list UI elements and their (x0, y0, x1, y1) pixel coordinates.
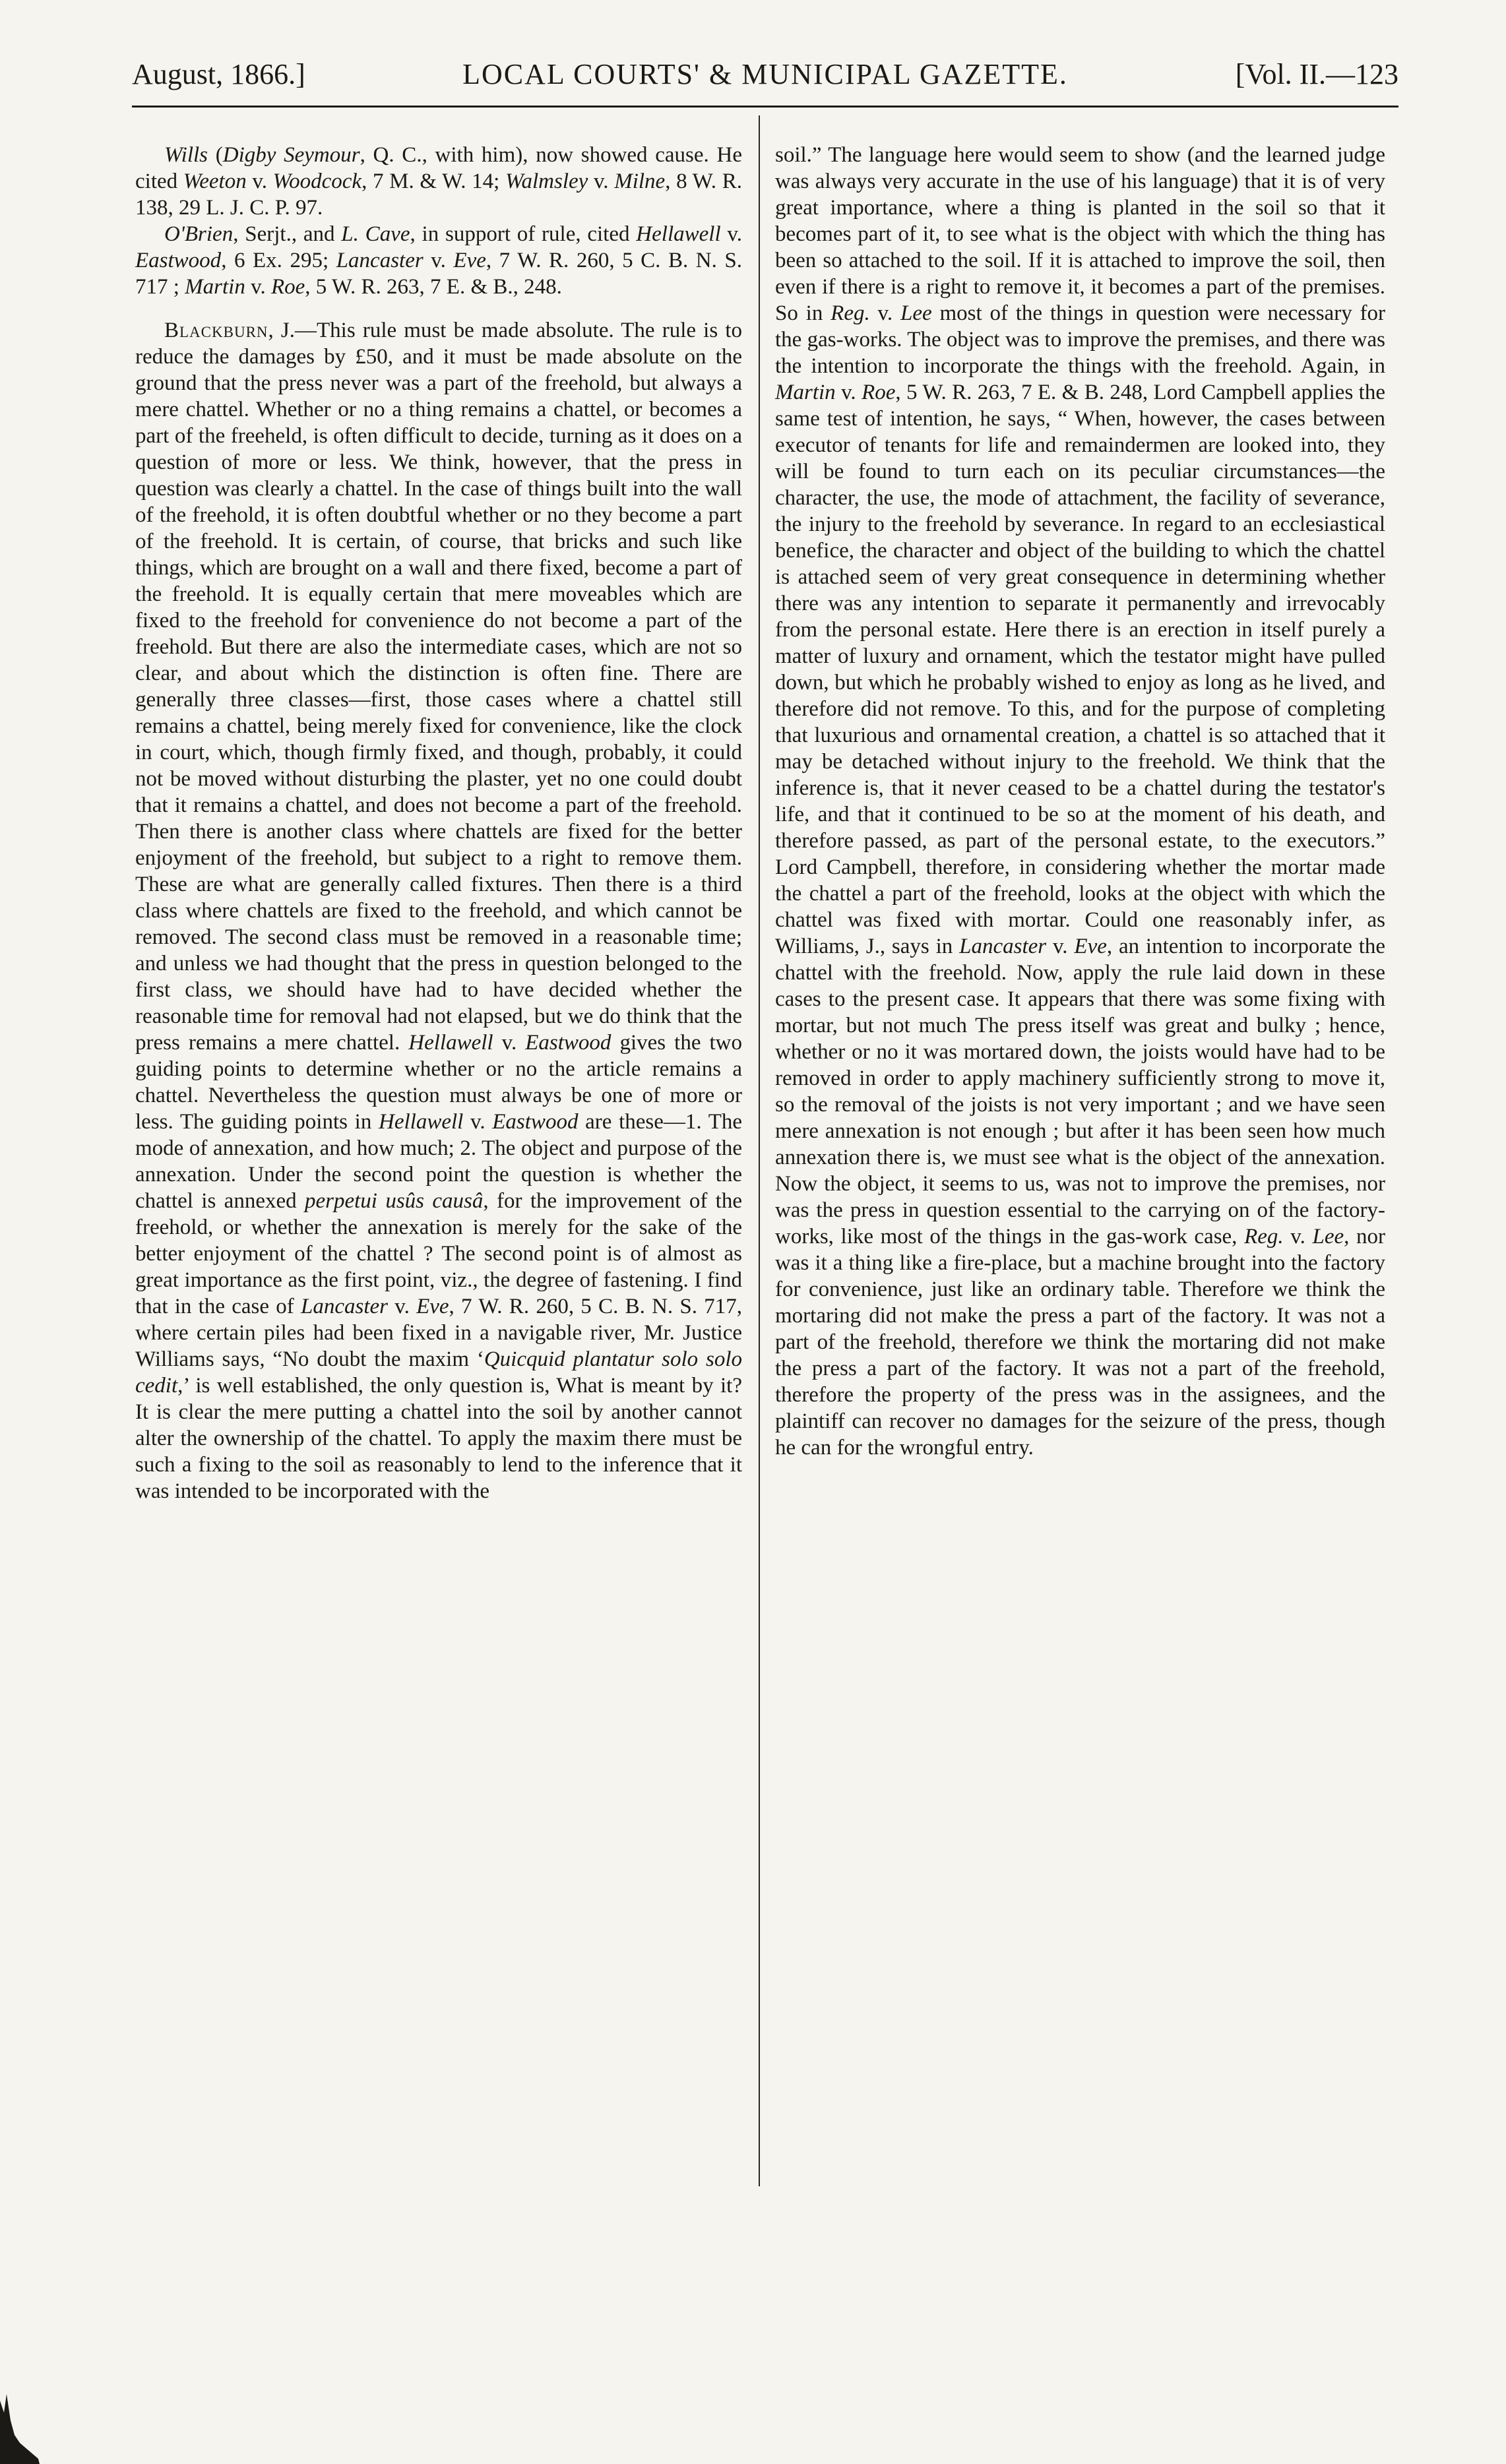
case-party: Roe (862, 381, 896, 404)
text-run: , 6 Ex. 295; (221, 249, 336, 272)
case-party: Roe (270, 275, 305, 299)
header-date: August, 1866.] (132, 58, 305, 90)
case-party: Lee (1312, 1225, 1344, 1248)
counsel-name: Digby Seymour (222, 143, 360, 167)
case-party: Lancaster (959, 935, 1047, 958)
page-header (132, 54, 1398, 95)
case-party: Eastwood (492, 1110, 579, 1134)
case-party: Reg. (1244, 1225, 1284, 1248)
right-column (775, 142, 1385, 1461)
case-party: Eve (453, 249, 486, 272)
text-run: v. (720, 222, 742, 246)
text-run: , Serjt., and (233, 222, 342, 246)
case-party: Lancaster (336, 249, 424, 272)
left-column (135, 142, 742, 1504)
text-run: , 7 M. & W. 14; (361, 169, 506, 193)
case-party: Woodcock (272, 169, 362, 193)
header-volume: [Vol. II.—123 (1235, 58, 1398, 90)
torn-corner-mark (0, 2374, 40, 2464)
text-run: , 8 W. R. 138, 29 L. J. C. P. 97. (135, 169, 742, 220)
case-party: Milne (614, 169, 666, 193)
case-party: Eastwood (525, 1031, 612, 1055)
header-title: LOCAL COURTS' & MUNICIPAL GAZETTE. (462, 58, 1068, 90)
column-divider (759, 115, 760, 2186)
text-run: , J.—This rule must be made absolute. The rule is to reduce the damages by £50, and it must be made absolute on the ground that the press never was a part of the freehold, but always a mere chattel. Whether or no a thing remains a chattel, or becomes a part of the freeheld, is often difficult to decide, turning as it does on a question of more or less. We think, however, that the press in question was clearly a chattel. In the case of things built into the wall of the freehold, it is often doubtful whether or no they become a part of the freehold. It is certain, of course, that bricks and such like things, which are brought on a wall and there fixed, become a part of the freehold. It is equally certain that mere moveables which are fixed to the freehold for convenience do not become a part of the freehold. But there are also the intermediate cases, which are not so clear, and about which the distinction is often fine. There are generally three classes—first, those cases where a chattel still remains a chattel, being merely fixed for convenience, like the clock in court, which, though firmly fixed, and though, probably, it could not be moved without disturbing the plaster, yet no one could doubt that it remains a chattel, and does not become a part of the freehold. Then there is another class where chattels are fixed for the better enjoyment of the freehold, but subject to a right to remove them. These are what are generally called fixtures. Then there is a third class where chattels are fixed to the freehold, and which cannot be removed. The second class must be removed in a reasonable time; and unless we had thought that the press in question belonged to the first class, we should have had to have decided whether the reasonable time for removal had not elapsed, but we do think that the press remains a mere chattel. (135, 319, 742, 1055)
text-run: , 5 W. R. 263, 7 E. & B., 248. (305, 275, 562, 299)
right-paragraph-1 (775, 142, 1385, 1461)
text-run: v. (245, 275, 271, 299)
text-run: v. (423, 249, 454, 272)
text-run: v. (1283, 1225, 1313, 1248)
left-paragraph-3 (135, 317, 742, 1504)
text-run: v. (246, 169, 273, 193)
text-run: v. (835, 381, 862, 404)
counsel-name: L. Cave (341, 222, 410, 246)
text-run: v. (463, 1110, 493, 1134)
case-party: Martin (775, 381, 836, 404)
case-party: Hellawell (379, 1110, 464, 1134)
left-paragraph-1 (135, 142, 742, 221)
text-run: are these—1. The mode of annexation, and how much; 2. The object and purpose of the annexation. Under the second point the question is whether the chattel is annexed (135, 1110, 743, 1213)
text-run: ,’ is well established, the only question is, What is meant by it? It is clear the mere putting a chattel into the soil by another cannot alter the ownership of the chattel. To apply the maxim there must be such a fixing to the soil as reasonably to lend to the inference that it was intended to be incorporated with the (135, 1374, 742, 1503)
text-run: soil.” The language here would seem to show (and the learned judge was always very accurate in the use of his language) that it is of very great importance, where a thing is planted in the soil so that it becomes part of it, to see what is the object with which the thing has been so attached to the soil. If it is attached to improve the soil, then even if there is a right to remove it, it becomes a part of the premises. So in (775, 143, 1385, 325)
text-run: v. (588, 169, 615, 193)
text-run: gives the two guiding points to determine whether or no the article remains a chattel. Nevertheless the question must always be one of more or less. The guiding points in (135, 1031, 743, 1134)
text-run: v. (1046, 935, 1075, 958)
case-party: Hellawell (408, 1031, 493, 1055)
case-party: Lancaster (300, 1295, 388, 1318)
text-run: v. (493, 1031, 526, 1055)
text-run: , Q. C., with him), now showed cause. He cited (135, 143, 742, 193)
case-party: Walmsley (505, 169, 588, 193)
header-rule (132, 106, 1398, 108)
text-run: v. (387, 1295, 417, 1318)
text-run: , 7 W. R. 260, 5 C. B. N. S. 717, where certain piles had been fixed in a navigable river, Mr. Justice Williams says, “No doubt the maxim ‘ (135, 1295, 742, 1371)
text-run: v. (869, 301, 900, 325)
case-party: Eastwood (135, 249, 222, 272)
case-party: Eve (1074, 935, 1107, 958)
text-run: , 5 W. R. 263, 7 E. & B. 248, Lord Campbell applies the same test of intention, he says, “ When, however, the cases between executor of tenants for life and remaindermen are looked into, they will be found to turn each on its peculiar circumstances—the character, the use, the mode of attachment, the facility of severance, the injury to the freehold by severance. In regard to an ecclesiastical benefice, the character and object of the building to which the chattel is attached seem of very great consequence in determining whether there was any intention to separate it permanently and irrevocably from the personal estate. Here there is an erection in itself purely a matter of luxury and ornament, which the testator might have pulled down, but which he probably wished to enjoy as long as he lived, and therefore did not remove. To this, and for the purpose of completing that luxurious and ornamental creation, a chattel is so attached that it may be detached without injury to the freehold. We think that the inference is, that it never ceased to be a chattel during the testator's life, and that it continued to be so at the moment of his death, and therefore passed, as part of the personal estate, to the executors.” Lord Campbell, therefore, in considering whether the mortar made the chattel a part of the freehold, looks at the object with which the chattel was fixed with mortar. Could one reasonably infer, as Williams, J., says in (775, 381, 1385, 958)
latin-phrase: perpetui usûs causâ (305, 1189, 484, 1213)
judge-name: Blackburn (164, 319, 268, 342)
text-run: , for the improvement of the freehold, or whether the annexation is merely for the sake of the better enjoyment of the chattel ? The second point is of almost as great importance as the first point, viz., the degree of fastening. I find that in the case of (135, 1189, 742, 1318)
case-party: Weeton (183, 169, 247, 193)
text-run: , 7 W. R. 260, 5 C. B. N. S. 717 ; (135, 249, 743, 299)
case-party: Lee (900, 301, 932, 325)
text-run: most of the things in question were necessary for the gas-works. The object was to improve the premises, and there was the intention to incorporate the things with the freehold. Again, in (775, 301, 1385, 378)
latin-phrase: Quicquid plantatur solo solo cedit (135, 1347, 743, 1398)
left-paragraph-2 (135, 221, 742, 300)
case-party: Eve (416, 1295, 449, 1318)
counsel-name: Wills (164, 143, 208, 167)
case-party: Hellawell (636, 222, 721, 246)
case-party: Reg. (831, 301, 870, 325)
text-run: , in support of rule, cited (410, 222, 637, 246)
text-run: , an intention to incorporate the chattel with the freehold. Now, apply the rule laid down in these cases to the present case. It appears that there was some fixing with mortar, but not much The press itself was great and bulky ; hence, whether or no it was mortared down, the joists would have had to be removed in order to apply machinery sufficiently strong to move it, so the removal of the joists is not very important ; and we have seen mere annexation is not enough ; but after it has been seen how much annexation there is, we must see what is the object of the annexation. Now the object, it seems to us, was not to improve the premises, nor was the press in question essential to the carrying on of the factory-works, like most of the things in the gas-work case, (775, 935, 1386, 1248)
text-run: ( (208, 143, 223, 167)
text-run: , nor was it a thing like a fire-place, but a machine brought into the factory for convenience, just like an ordinary table. Therefore we think the mortaring did not make the press a part of the factory. It was not a part of the freehold, therefore we think the mortaring did not make the press a part of the factory. It was not a part of the freehold, therefore the property of the press was in the assignees, and the plaintiff can recover no damages for the seizure of the press, though he can for the wrongful entry. (775, 1225, 1385, 1460)
counsel-name: O'Brien (164, 222, 234, 246)
case-party: Martin (185, 275, 245, 299)
